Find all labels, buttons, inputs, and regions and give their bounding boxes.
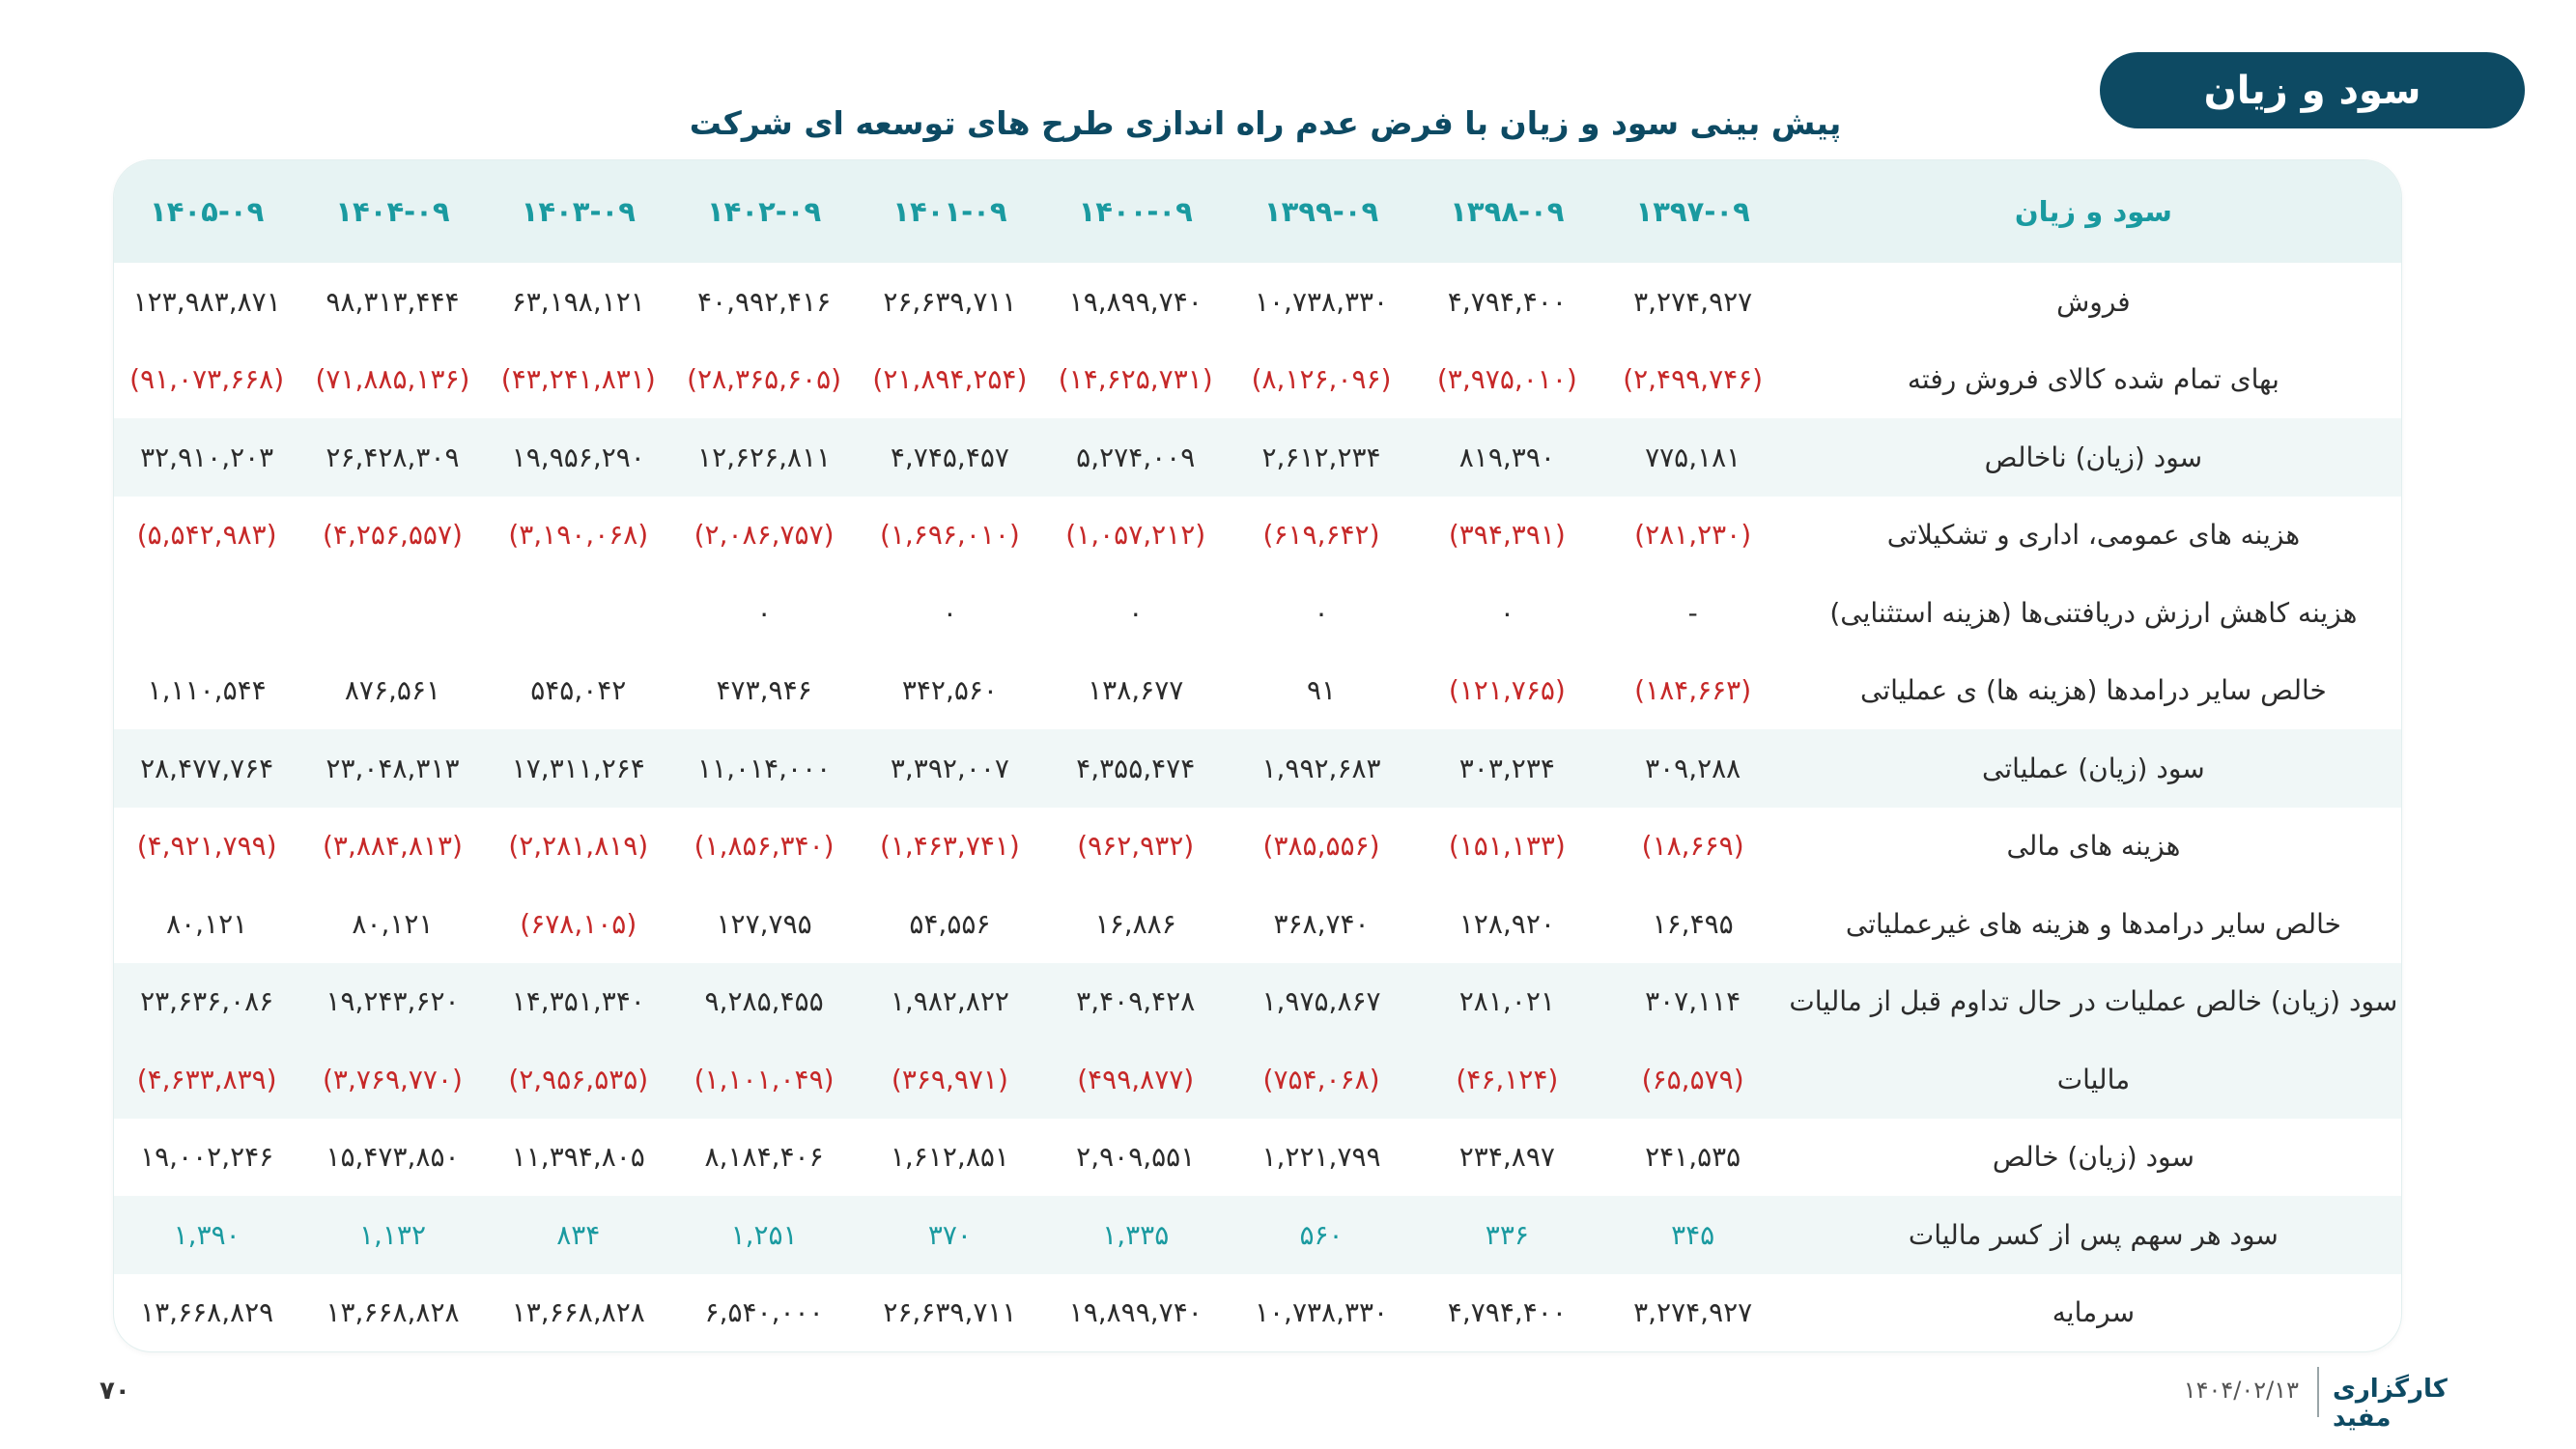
- value-cell: ۳۰۳,۲۳۴: [1458, 752, 1555, 784]
- section-badge: سود و زیان: [2100, 52, 2525, 128]
- value-cell: ۲۶,۶۳۹,۷۱۱: [883, 285, 1017, 318]
- brand-name: کارگزاری مفید: [2333, 1375, 2448, 1433]
- table-row: [114, 808, 2401, 886]
- year-header: ۱۴۰۵-۰۹: [150, 195, 265, 228]
- value-cell: (۳,۸۸۴,۸۱۳): [323, 830, 463, 863]
- value-cell: ۳۰۹,۲۸۸: [1645, 752, 1741, 784]
- row-label: سود هر سهم پس از کسر مالیات: [1908, 1218, 2279, 1251]
- value-cell: ۱۱,۳۹۴,۸۰۵: [511, 1141, 645, 1174]
- value-cell: ۳۰۷,۱۱۴: [1645, 985, 1741, 1018]
- value-cell: ۲۴۱,۵۳۵: [1645, 1141, 1741, 1174]
- row-label: سرمایه: [2052, 1296, 2136, 1329]
- value-cell: ۱۶,۴۹۵: [1652, 907, 1734, 940]
- value-cell: (۲۸,۳۶۵,۶۰۵): [687, 363, 842, 396]
- value-cell: ۱,۲۲۱,۷۹۹: [1261, 1141, 1381, 1174]
- profit-loss-table-card: [113, 159, 2402, 1352]
- value-cell: ۴,۳۵۵,۴۷۴: [1076, 752, 1196, 784]
- row-label: سود (زیان) خالص عملیات در حال تداوم قبل از مالیات: [1789, 985, 2398, 1018]
- table-row: [114, 418, 2401, 497]
- value-cell: ۱,۲۵۱: [730, 1218, 798, 1251]
- table-row: [114, 1119, 2401, 1197]
- row-label: هزینه های عمومی، اداری و تشکیلاتی: [1886, 519, 2301, 552]
- value-cell: ۰: [1314, 596, 1329, 629]
- value-cell: ۸,۱۸۴,۴۰۶: [704, 1141, 824, 1174]
- table-row: [114, 729, 2401, 808]
- value-cell: ۱,۳۳۵: [1102, 1218, 1170, 1251]
- value-cell: (۱۸,۶۶۹): [1641, 830, 1744, 863]
- value-cell: ۳۴۲,۵۶۰: [901, 674, 998, 707]
- value-cell: ۱۱,۰۱۴,۰۰۰: [697, 752, 832, 784]
- value-cell: ۸۰,۱۲۱: [352, 907, 434, 940]
- page-title: پیش بینی سود و زیان با فرض عدم راه اندازی طرح های توسعه ای شرکت: [689, 104, 1842, 142]
- row-label: هزینه های مالی: [2006, 830, 2181, 863]
- value-cell: (۱,۴۶۳,۷۴۱): [879, 830, 1020, 863]
- row-label: بهای تمام شده کالای فروش رفته: [1907, 363, 2279, 396]
- value-cell: (۹۱,۰۷۳,۶۶۸): [129, 363, 285, 396]
- value-cell: (۳۶۹,۹۷۱): [891, 1063, 1008, 1095]
- row-label: مالیات: [2056, 1063, 2131, 1095]
- value-cell: (۴۹۹,۸۷۷): [1077, 1063, 1195, 1095]
- value-cell: (۶۱۹,۶۴۲): [1262, 519, 1380, 552]
- value-cell: ۱۳۸,۶۷۷: [1088, 674, 1184, 707]
- value-cell: ۲۸,۴۷۷,۷۶۴: [140, 752, 274, 784]
- value-cell: ۱,۱۳۲: [358, 1218, 426, 1251]
- value-cell: ۱۲۸,۹۲۰: [1458, 907, 1555, 940]
- value-cell: (۷۱,۸۸۵,۱۳۶): [315, 363, 470, 396]
- value-cell: (۱۴,۶۲۵,۷۳۱): [1058, 363, 1213, 396]
- value-cell: ۱۹,۸۹۹,۷۴۰: [1068, 285, 1203, 318]
- table-row: [114, 574, 2401, 652]
- value-cell: ۴,۷۹۴,۴۰۰: [1447, 285, 1567, 318]
- year-header: ۱۴۰۴-۰۹: [335, 195, 450, 228]
- row-label: خالص سایر درامدها (هزینه ها) ی عملیاتی: [1859, 674, 2327, 707]
- value-cell: ۹,۲۸۵,۴۵۵: [704, 985, 824, 1018]
- row-label: سود (زیان) عملیاتی: [1982, 752, 2205, 784]
- value-cell: ۱۰,۷۳۸,۳۳۰: [1254, 285, 1389, 318]
- value-cell: ۳,۳۹۲,۰۰۷: [890, 752, 1009, 784]
- value-cell: ۵,۲۷۴,۰۰۹: [1076, 440, 1196, 473]
- table-row: [114, 963, 2401, 1041]
- table-row: [114, 885, 2401, 963]
- value-cell: [299, 574, 485, 652]
- value-cell: ۱,۶۱۲,۸۵۱: [890, 1141, 1009, 1174]
- value-cell: (۳,۷۶۹,۷۷۰): [323, 1063, 463, 1095]
- value-cell: ۳,۴۰۹,۴۲۸: [1076, 985, 1196, 1018]
- profit-loss-table: [114, 160, 2401, 1351]
- value-cell: ۹۱: [1306, 674, 1337, 707]
- value-cell: ۸۱۹,۳۹۰: [1458, 440, 1555, 473]
- value-cell: ۳۲,۹۱۰,۲۰۳: [140, 440, 274, 473]
- value-cell: [114, 574, 299, 652]
- value-cell: ۵۶۰: [1299, 1218, 1344, 1251]
- value-cell: ۶۳,۱۹۸,۱۲۱: [511, 285, 645, 318]
- value-cell: ۴۰,۹۹۲,۴۱۶: [697, 285, 832, 318]
- value-cell: ۲,۹۰۹,۵۵۱: [1076, 1141, 1196, 1174]
- value-cell: ۱۳,۶۶۸,۸۲۸: [326, 1296, 460, 1329]
- table-row: [114, 652, 2401, 730]
- value-cell: ۵۴,۵۵۶: [909, 907, 991, 940]
- year-header: ۱۳۹۷-۰۹: [1635, 195, 1750, 228]
- value-cell: ۲۳۴,۸۹۷: [1458, 1141, 1555, 1174]
- value-cell: ۲۶,۶۳۹,۷۱۱: [883, 1296, 1017, 1329]
- value-cell: ۱۵,۴۷۳,۸۵۰: [326, 1141, 460, 1174]
- value-cell: ۱,۹۸۲,۸۲۲: [890, 985, 1009, 1018]
- value-cell: (۹۶۲,۹۳۲): [1077, 830, 1195, 863]
- value-cell: (۴۶,۱۲۴): [1456, 1063, 1559, 1095]
- row-label: فروش: [2056, 285, 2131, 318]
- value-cell: ۴,۷۴۵,۴۵۷: [890, 440, 1009, 473]
- value-cell: ۱۹,۹۵۶,۲۹۰: [511, 440, 645, 473]
- value-cell: ۳۴۵: [1671, 1218, 1715, 1251]
- row-label: خالص سایر درامدها و هزینه های غیرعملیاتی: [1845, 907, 2341, 940]
- table-row: [114, 1274, 2401, 1352]
- value-cell: ۱۹,۲۴۳,۶۲۰: [326, 985, 460, 1018]
- value-cell: ۲۸۱,۰۲۱: [1458, 985, 1555, 1018]
- value-cell: (۲,۲۸۱,۸۱۹): [508, 830, 649, 863]
- footer-divider: [2317, 1367, 2319, 1417]
- value-cell: (۳۸۵,۵۵۶): [1262, 830, 1380, 863]
- value-cell: (۱,۶۹۶,۰۱۰): [879, 519, 1020, 552]
- value-cell: (۱۲۱,۷۶۵): [1448, 674, 1566, 707]
- value-cell: ۶,۵۴۰,۰۰۰: [704, 1296, 824, 1329]
- value-cell: (۴,۹۲۱,۷۹۹): [136, 830, 277, 863]
- value-cell: (۲۸۱,۲۳۰): [1634, 519, 1752, 552]
- value-cell: (۸,۱۲۶,۰۹۶): [1251, 363, 1392, 396]
- value-cell: ۱۷,۳۱۱,۲۶۴: [511, 752, 645, 784]
- value-cell: ۲۳,۰۴۸,۳۱۳: [326, 752, 460, 784]
- value-cell: (۲,۰۸۶,۷۵۷): [694, 519, 835, 552]
- value-cell: ۴۷۳,۹۴۶: [716, 674, 812, 707]
- value-cell: ۴,۷۹۴,۴۰۰: [1447, 1296, 1567, 1329]
- value-cell: ۰: [756, 596, 772, 629]
- value-cell: ۱,۳۹۰: [173, 1218, 241, 1251]
- value-cell: ۸۰,۱۲۱: [166, 907, 248, 940]
- value-cell: ۹۸,۳۱۳,۴۴۴: [326, 285, 460, 318]
- value-cell: (۲,۹۵۶,۵۳۵): [508, 1063, 649, 1095]
- table-row: [114, 341, 2401, 419]
- value-cell: ۳,۲۷۴,۹۲۷: [1633, 285, 1753, 318]
- value-cell: ۱,۹۷۵,۸۶۷: [1261, 985, 1381, 1018]
- value-cell: ۸۷۶,۵۶۱: [344, 674, 441, 707]
- value-cell: ۲۳,۶۳۶,۰۸۶: [140, 985, 274, 1018]
- year-header: ۱۴۰۲-۰۹: [706, 195, 822, 228]
- year-header: ۱۴۰۳-۰۹: [521, 195, 636, 228]
- row-label: هزینه کاهش ارزش دریافتنی‌ها (هزینه استثنایی): [1829, 596, 2358, 629]
- value-cell: ۱۲,۶۲۶,۸۱۱: [697, 440, 832, 473]
- value-cell: (۳,۱۹۰,۰۶۸): [508, 519, 649, 552]
- value-cell: -: [1687, 596, 1698, 629]
- table-row: [114, 1196, 2401, 1274]
- value-cell: ۳۳۶: [1485, 1218, 1529, 1251]
- value-cell: ۸۳۴: [556, 1218, 601, 1251]
- value-cell: [486, 574, 671, 652]
- value-cell: (۴۳,۲۴۱,۸۳۱): [500, 363, 656, 396]
- value-cell: (۲,۴۹۹,۷۴۶): [1623, 363, 1764, 396]
- value-cell: ۳۶۸,۷۴۰: [1273, 907, 1370, 940]
- value-cell: ۳۷۰: [927, 1218, 972, 1251]
- value-cell: ۵۴۵,۰۴۲: [530, 674, 627, 707]
- year-header: ۱۴۰۱-۰۹: [892, 195, 1007, 228]
- value-cell: ۲۶,۴۲۸,۳۰۹: [326, 440, 460, 473]
- footer-date: ۱۴۰۴/۰۲/۱۳: [2183, 1377, 2299, 1404]
- value-cell: (۶۵,۵۷۹): [1641, 1063, 1744, 1095]
- value-cell: ۰: [1128, 596, 1144, 629]
- year-header: ۱۴۰۰-۰۹: [1078, 195, 1193, 228]
- value-cell: ۰: [942, 596, 957, 629]
- value-cell: ۱۲۳,۹۸۳,۸۷۱: [132, 285, 281, 318]
- value-cell: (۱۸۴,۶۶۳): [1634, 674, 1752, 707]
- page-number: ۷۰: [99, 1377, 130, 1406]
- value-cell: (۱,۸۵۶,۳۴۰): [694, 830, 835, 863]
- value-cell: (۲۱,۸۹۴,۲۵۴): [872, 363, 1028, 396]
- value-cell: (۳۹۴,۳۹۱): [1448, 519, 1566, 552]
- table-row: [114, 497, 2401, 575]
- value-cell: ۱۳,۶۶۸,۸۲۹: [140, 1296, 274, 1329]
- value-cell: ۱,۱۱۰,۵۴۴: [147, 674, 267, 707]
- year-header: ۱۳۹۸-۰۹: [1450, 195, 1565, 228]
- value-cell: (۱,۰۵۷,۲۱۲): [1065, 519, 1206, 552]
- table-row: [114, 1040, 2401, 1119]
- value-cell: ۰: [1499, 596, 1514, 629]
- table-header-row: [114, 160, 2401, 263]
- value-cell: ۱۶,۸۸۶: [1094, 907, 1176, 940]
- value-cell: ۱۹,۸۹۹,۷۴۰: [1068, 1296, 1203, 1329]
- value-cell: (۱۵۱,۱۳۳): [1448, 830, 1566, 863]
- value-cell: (۶۷۸,۱۰۵): [520, 907, 637, 940]
- row-label: سود (زیان) خالص: [1992, 1141, 2194, 1174]
- value-cell: (۴,۶۳۳,۸۳۹): [136, 1063, 277, 1095]
- year-header: ۱۳۹۹-۰۹: [1263, 195, 1379, 228]
- table-row: [114, 263, 2401, 341]
- value-cell: ۱۲۷,۷۹۵: [716, 907, 812, 940]
- value-cell: ۱۴,۳۵۱,۳۴۰: [511, 985, 645, 1018]
- row-label: سود (زیان) ناخالص: [1984, 440, 2203, 473]
- value-cell: ۱۳,۶۶۸,۸۲۸: [511, 1296, 645, 1329]
- value-cell: ۷۷۵,۱۸۱: [1645, 440, 1741, 473]
- value-cell: ۲,۶۱۲,۲۳۴: [1261, 440, 1381, 473]
- value-cell: (۷۵۴,۰۶۸): [1262, 1063, 1380, 1095]
- label-header: سود و زیان: [2014, 195, 2172, 228]
- value-cell: (۳,۹۷۵,۰۱۰): [1436, 363, 1577, 396]
- value-cell: (۱,۱۰۱,۰۴۹): [694, 1063, 835, 1095]
- value-cell: ۱۹,۰۰۲,۲۴۶: [140, 1141, 274, 1174]
- value-cell: (۵,۵۴۲,۹۸۳): [136, 519, 277, 552]
- value-cell: ۳,۲۷۴,۹۲۷: [1633, 1296, 1753, 1329]
- value-cell: ۱۰,۷۳۸,۳۳۰: [1254, 1296, 1389, 1329]
- value-cell: ۱,۹۹۲,۶۸۳: [1261, 752, 1381, 784]
- value-cell: (۴,۲۵۶,۵۵۷): [323, 519, 463, 552]
